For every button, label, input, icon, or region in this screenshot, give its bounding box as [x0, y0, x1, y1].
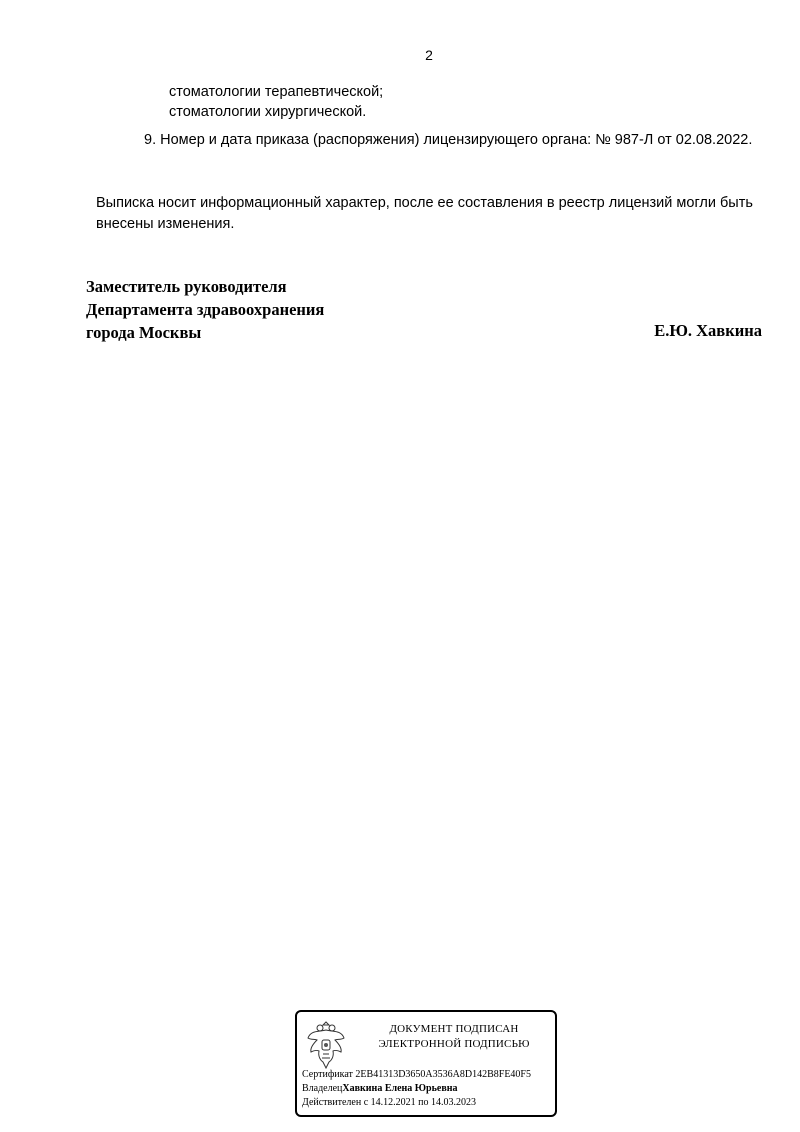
stamp-certificate [302, 1068, 531, 1082]
electronic-signature-stamp [295, 1010, 557, 1117]
stamp-title-line: ДОКУМЕНТ ПОДПИСАН [389, 1023, 519, 1035]
signatory-name: Е.Ю. Хавкина [654, 321, 762, 340]
stamp-title-line: ЭЛЕКТРОННОЙ ПОДПИСЬЮ [378, 1038, 530, 1050]
signatory-position-line: города Москвы [86, 323, 202, 342]
certificate-value: 2EB41313D3650A3536A8D142B8FE40F5 [355, 1069, 531, 1080]
stamp-details [302, 1068, 531, 1110]
page-number: 2 [425, 47, 433, 63]
signatory-position-line: Департамента здравоохранения [86, 300, 325, 319]
stamp-owner [302, 1082, 531, 1096]
stamp-validity: Действителен с 14.12.2021 по 14.03.2023 [302, 1097, 476, 1108]
coat-of-arms-icon [305, 1018, 347, 1072]
item-9 [144, 132, 752, 148]
item-9-text: Номер и дата приказа (распоряжения) лицензирующего органа: № 987-Л от 02.08.2022. [160, 132, 753, 148]
list-item: стоматологии хирургической. [169, 104, 367, 120]
owner-value: Хавкина Елена Юрьевна [342, 1083, 458, 1094]
list-item: стоматологии терапевтической; [169, 84, 384, 100]
information-note: Выписка носит информационный характер, после ее составления в реестр лицензий могли быть внесены изменения. [96, 195, 753, 232]
stamp-title [359, 1022, 549, 1052]
signatory-position [86, 275, 324, 344]
signatory-position-line: Заместитель руководителя [86, 277, 287, 296]
item-9-number: 9. [144, 132, 157, 148]
certificate-label: Сертификат [302, 1069, 353, 1080]
owner-label: Владелец [302, 1083, 343, 1094]
